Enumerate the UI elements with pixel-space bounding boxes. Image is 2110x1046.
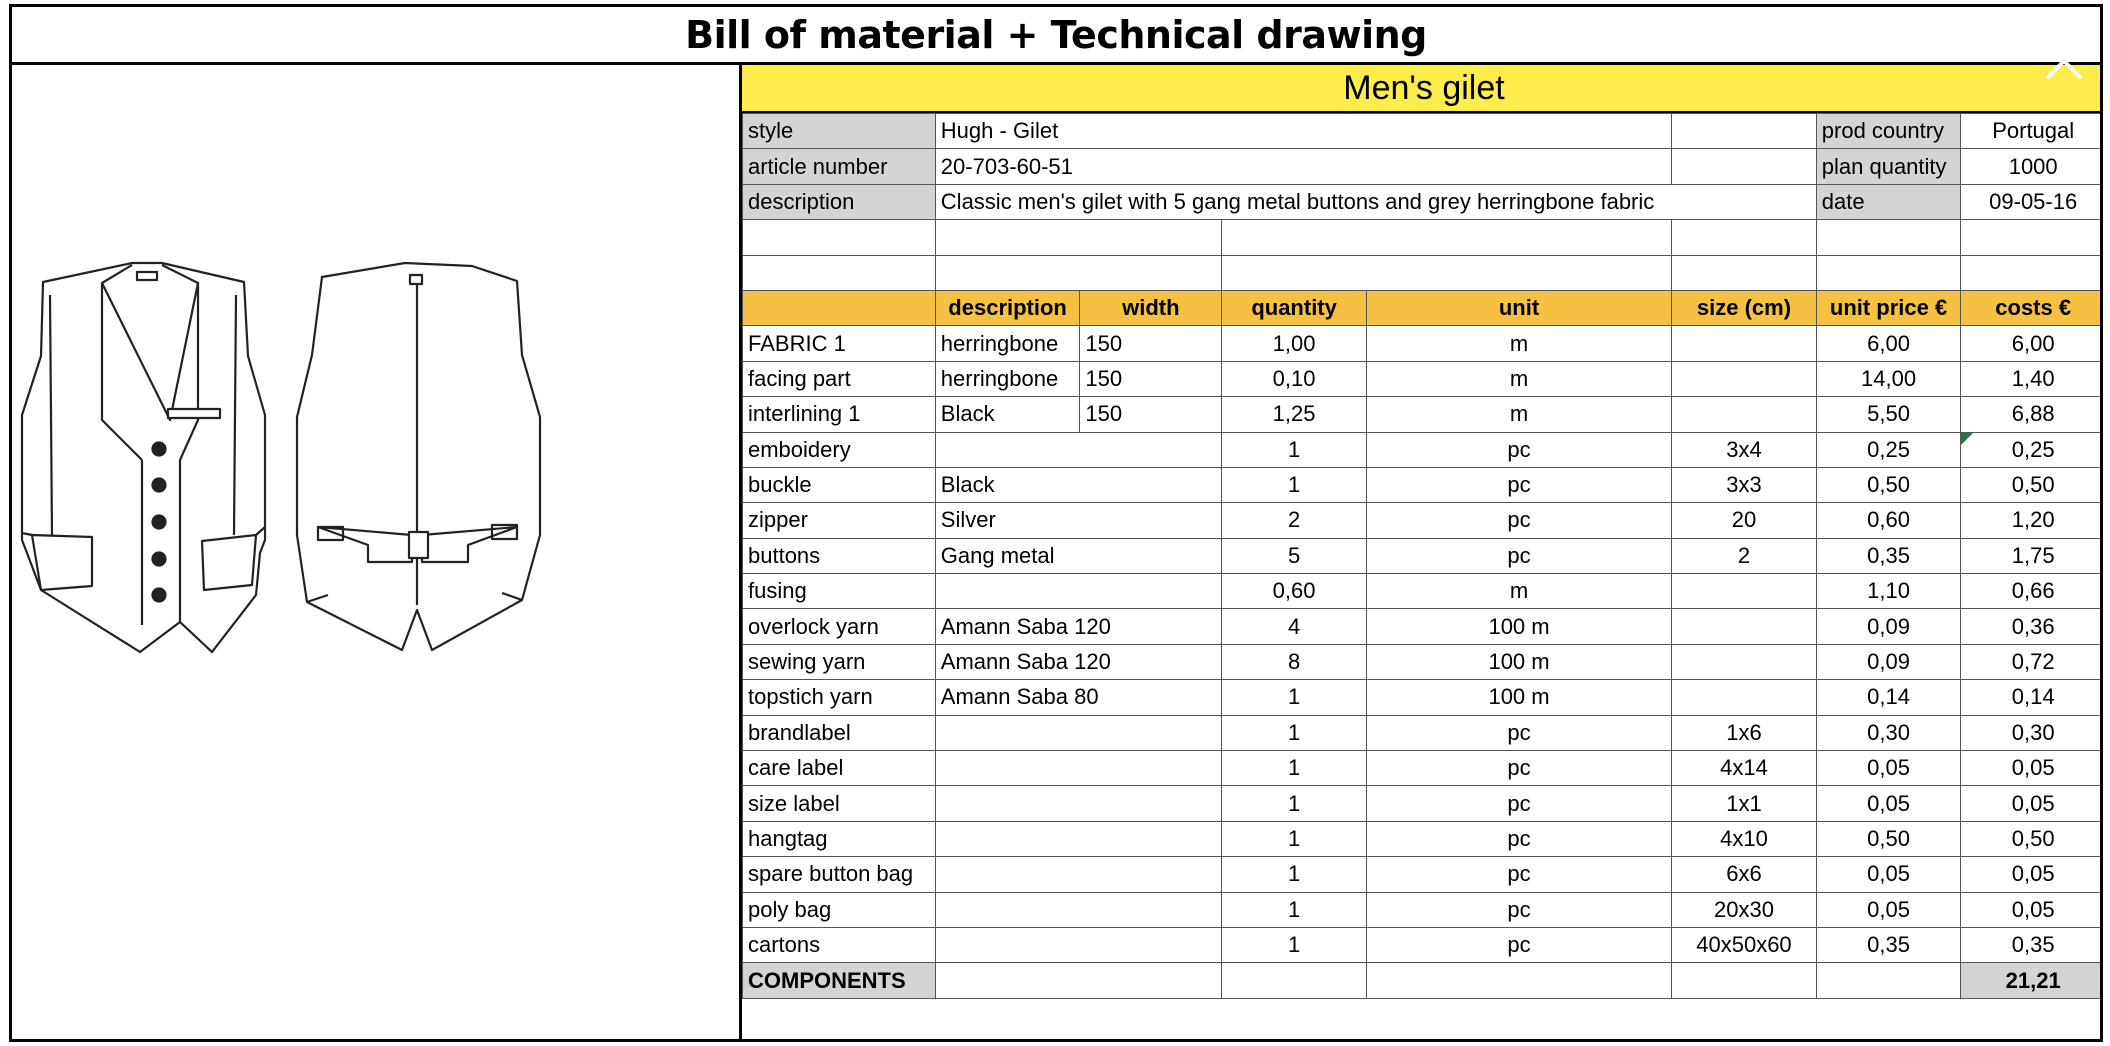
- header-size: size (cm): [1672, 290, 1817, 325]
- header-unit: unit: [1366, 290, 1671, 325]
- component-costs: 0,72: [1961, 644, 2103, 679]
- component-name: care label: [743, 751, 936, 786]
- component-unit: pc: [1366, 432, 1671, 467]
- component-unit-price: 0,05: [1816, 892, 1961, 927]
- table-row: [743, 751, 2104, 786]
- component-quantity: 1: [1222, 432, 1367, 467]
- style-label: style: [743, 114, 936, 149]
- component-quantity: 1,25: [1222, 397, 1367, 432]
- component-unit: pc: [1366, 467, 1671, 502]
- component-size: 4x14: [1672, 751, 1817, 786]
- table-row: [743, 538, 2104, 573]
- component-quantity: 1: [1222, 786, 1367, 821]
- plan-label: plan quantity: [1816, 149, 1961, 184]
- component-description: [935, 786, 1222, 821]
- component-size: 2: [1672, 538, 1817, 573]
- component-unit-price: 0,30: [1816, 715, 1961, 750]
- component-description: [935, 751, 1222, 786]
- component-size: 1x6: [1672, 715, 1817, 750]
- table-row: [743, 786, 2104, 821]
- component-unit-price: 0,50: [1816, 821, 1961, 856]
- country-label: prod country: [1816, 114, 1961, 149]
- component-unit: m: [1366, 397, 1671, 432]
- component-unit: 100 m: [1366, 680, 1671, 715]
- components-label: COMPONENTS: [743, 963, 936, 998]
- table-row: [743, 857, 2104, 892]
- component-name: FABRIC 1: [743, 326, 936, 361]
- table-row: [743, 361, 2104, 396]
- component-costs: 0,36: [1961, 609, 2103, 644]
- component-description: Black: [935, 397, 1080, 432]
- component-costs: 0,14: [1961, 680, 2103, 715]
- component-width: 150: [1080, 326, 1222, 361]
- table-row: [743, 680, 2104, 715]
- component-quantity: 1: [1222, 821, 1367, 856]
- component-description: herringbone: [935, 326, 1080, 361]
- component-unit: 100 m: [1366, 609, 1671, 644]
- component-quantity: 1: [1222, 715, 1367, 750]
- component-quantity: 1: [1222, 892, 1367, 927]
- title-bar: [12, 7, 2100, 65]
- component-size: 40x50x60: [1672, 927, 1817, 962]
- gilet-front-drawing: [22, 263, 265, 652]
- table-row: [743, 503, 2104, 538]
- component-name: sewing yarn: [743, 644, 936, 679]
- component-size: [1672, 609, 1817, 644]
- component-name: hangtag: [743, 821, 936, 856]
- component-quantity: 1: [1222, 857, 1367, 892]
- component-costs: 1,20: [1961, 503, 2103, 538]
- component-quantity: 5: [1222, 538, 1367, 573]
- table-row: [743, 715, 2104, 750]
- component-description: Silver: [935, 503, 1222, 538]
- component-description: [935, 574, 1222, 609]
- component-name: buttons: [743, 538, 936, 573]
- component-name: interlining 1: [743, 397, 936, 432]
- component-unit-price: 1,10: [1816, 574, 1961, 609]
- component-size: 3x4: [1672, 432, 1817, 467]
- component-unit-price: 5,50: [1816, 397, 1961, 432]
- table-row: [743, 467, 2104, 502]
- component-name: spare button bag: [743, 857, 936, 892]
- component-unit: pc: [1366, 751, 1671, 786]
- component-description: [935, 715, 1222, 750]
- component-unit-price: 0,35: [1816, 538, 1961, 573]
- component-quantity: 8: [1222, 644, 1367, 679]
- component-unit-price: 0,35: [1816, 927, 1961, 962]
- component-description: [935, 821, 1222, 856]
- component-description: Black: [935, 467, 1222, 502]
- component-unit-price: 0,25: [1816, 432, 1961, 467]
- component-unit-price: 0,09: [1816, 609, 1961, 644]
- component-description: herringbone: [935, 361, 1080, 396]
- component-size: 20x30: [1672, 892, 1817, 927]
- table-row: [743, 432, 2104, 467]
- component-quantity: 1: [1222, 751, 1367, 786]
- info-empty-cell: [1672, 149, 1817, 184]
- component-name: poly bag: [743, 892, 936, 927]
- info-row-article: [743, 149, 2104, 184]
- chevron-up-icon[interactable]: [2042, 53, 2086, 83]
- table-row: [743, 821, 2104, 856]
- date-value: 09-05-16: [1961, 184, 2103, 219]
- table-row: [743, 609, 2104, 644]
- info-row-style: [743, 114, 2104, 149]
- component-description: [935, 857, 1222, 892]
- component-costs: 0,05: [1961, 786, 2103, 821]
- table-row: [743, 397, 2104, 432]
- component-name: emboidery: [743, 432, 936, 467]
- component-description: [935, 927, 1222, 962]
- component-size: 1x1: [1672, 786, 1817, 821]
- bom-table: [742, 113, 2103, 999]
- component-size: 4x10: [1672, 821, 1817, 856]
- component-unit: pc: [1366, 821, 1671, 856]
- article-value: 20-703-60-51: [935, 149, 1671, 184]
- blank-row: [743, 220, 2104, 255]
- component-quantity: 1: [1222, 927, 1367, 962]
- component-unit: pc: [1366, 892, 1671, 927]
- column-header-row: [743, 290, 2104, 325]
- component-name: facing part: [743, 361, 936, 396]
- component-costs: 0,25: [1961, 432, 2103, 467]
- component-unit: m: [1366, 361, 1671, 396]
- component-costs: 0,05: [1961, 892, 2103, 927]
- component-description: Gang metal: [935, 538, 1222, 573]
- component-width: 150: [1080, 397, 1222, 432]
- component-quantity: 1,00: [1222, 326, 1367, 361]
- component-description: Amann Saba 80: [935, 680, 1222, 715]
- components-total-row: [743, 963, 2104, 998]
- date-label: date: [1816, 184, 1961, 219]
- component-name: brandlabel: [743, 715, 936, 750]
- component-name: buckle: [743, 467, 936, 502]
- component-quantity: 0,60: [1222, 574, 1367, 609]
- country-value: Portugal: [1961, 114, 2103, 149]
- component-name: size label: [743, 786, 936, 821]
- component-quantity: 1: [1222, 467, 1367, 502]
- component-unit-price: 0,14: [1816, 680, 1961, 715]
- table-row: [743, 574, 2104, 609]
- component-name: fusing: [743, 574, 936, 609]
- component-costs: 6,00: [1961, 326, 2103, 361]
- component-unit: m: [1366, 326, 1671, 361]
- component-name: topstich yarn: [743, 680, 936, 715]
- components-total: 21,21: [1961, 963, 2103, 998]
- bom-sheet: [9, 4, 2103, 1042]
- component-costs: 1,40: [1961, 361, 2103, 396]
- component-costs: 0,66: [1961, 574, 2103, 609]
- component-name: cartons: [743, 927, 936, 962]
- table-row: [743, 892, 2104, 927]
- header-unit-price: unit price €: [1816, 290, 1961, 325]
- bom-table-area: [739, 65, 2103, 1042]
- header-costs: costs €: [1961, 290, 2103, 325]
- gilet-back-drawing: [297, 263, 540, 650]
- component-unit: pc: [1366, 538, 1671, 573]
- component-size: [1672, 680, 1817, 715]
- component-costs: 0,50: [1961, 467, 2103, 502]
- plan-value: 1000: [1961, 149, 2103, 184]
- component-costs: 0,05: [1961, 751, 2103, 786]
- info-row-description: [743, 184, 2104, 219]
- component-description: Amann Saba 120: [935, 644, 1222, 679]
- component-size: [1672, 326, 1817, 361]
- component-description: [935, 892, 1222, 927]
- table-row: [743, 644, 2104, 679]
- component-description: [935, 432, 1222, 467]
- technical-drawing: [12, 65, 739, 1042]
- component-size: 3x3: [1672, 467, 1817, 502]
- component-unit: pc: [1366, 927, 1671, 962]
- component-costs: 0,35: [1961, 927, 2103, 962]
- component-unit-price: 6,00: [1816, 326, 1961, 361]
- component-rows: [743, 326, 2104, 963]
- component-unit: pc: [1366, 715, 1671, 750]
- component-unit-price: 14,00: [1816, 361, 1961, 396]
- header-quantity: quantity: [1222, 290, 1367, 325]
- style-value: Hugh - Gilet: [935, 114, 1671, 149]
- component-quantity: 2: [1222, 503, 1367, 538]
- component-quantity: 1: [1222, 680, 1367, 715]
- header-width: width: [1080, 290, 1222, 325]
- header-corner: [743, 290, 936, 325]
- component-costs: 0,05: [1961, 857, 2103, 892]
- component-unit: m: [1366, 574, 1671, 609]
- component-unit-price: 0,05: [1816, 786, 1961, 821]
- component-unit: pc: [1366, 503, 1671, 538]
- component-unit-price: 0,05: [1816, 857, 1961, 892]
- component-costs: 0,30: [1961, 715, 2103, 750]
- table-row: [743, 326, 2104, 361]
- component-quantity: 4: [1222, 609, 1367, 644]
- component-size: [1672, 644, 1817, 679]
- component-unit: pc: [1366, 786, 1671, 821]
- document-title: Bill of material + Technical drawing: [685, 12, 1427, 57]
- component-size: 6x6: [1672, 857, 1817, 892]
- component-unit-price: 0,09: [1816, 644, 1961, 679]
- component-unit-price: 0,05: [1816, 751, 1961, 786]
- component-size: [1672, 397, 1817, 432]
- component-unit-price: 0,60: [1816, 503, 1961, 538]
- component-size: [1672, 361, 1817, 396]
- component-costs: 1,75: [1961, 538, 2103, 573]
- component-costs: 0,50: [1961, 821, 2103, 856]
- article-label: article number: [743, 149, 936, 184]
- component-size: [1672, 574, 1817, 609]
- component-name: zipper: [743, 503, 936, 538]
- description-value: Classic men's gilet with 5 gang metal buttons and grey herringbone fabric: [935, 184, 1816, 219]
- component-unit-price: 0,50: [1816, 467, 1961, 502]
- component-unit: 100 m: [1366, 644, 1671, 679]
- table-row: [743, 927, 2104, 962]
- product-banner: [742, 65, 2103, 113]
- component-width: 150: [1080, 361, 1222, 396]
- component-quantity: 0,10: [1222, 361, 1367, 396]
- component-costs: 6,88: [1961, 397, 2103, 432]
- component-unit: pc: [1366, 857, 1671, 892]
- component-name: overlock yarn: [743, 609, 936, 644]
- description-label: description: [743, 184, 936, 219]
- component-description: Amann Saba 120: [935, 609, 1222, 644]
- header-description: description: [935, 290, 1080, 325]
- info-empty-cell: [1672, 114, 1817, 149]
- blank-row: [743, 255, 2104, 290]
- product-title: Men's gilet: [1343, 68, 1505, 107]
- component-size: 20: [1672, 503, 1817, 538]
